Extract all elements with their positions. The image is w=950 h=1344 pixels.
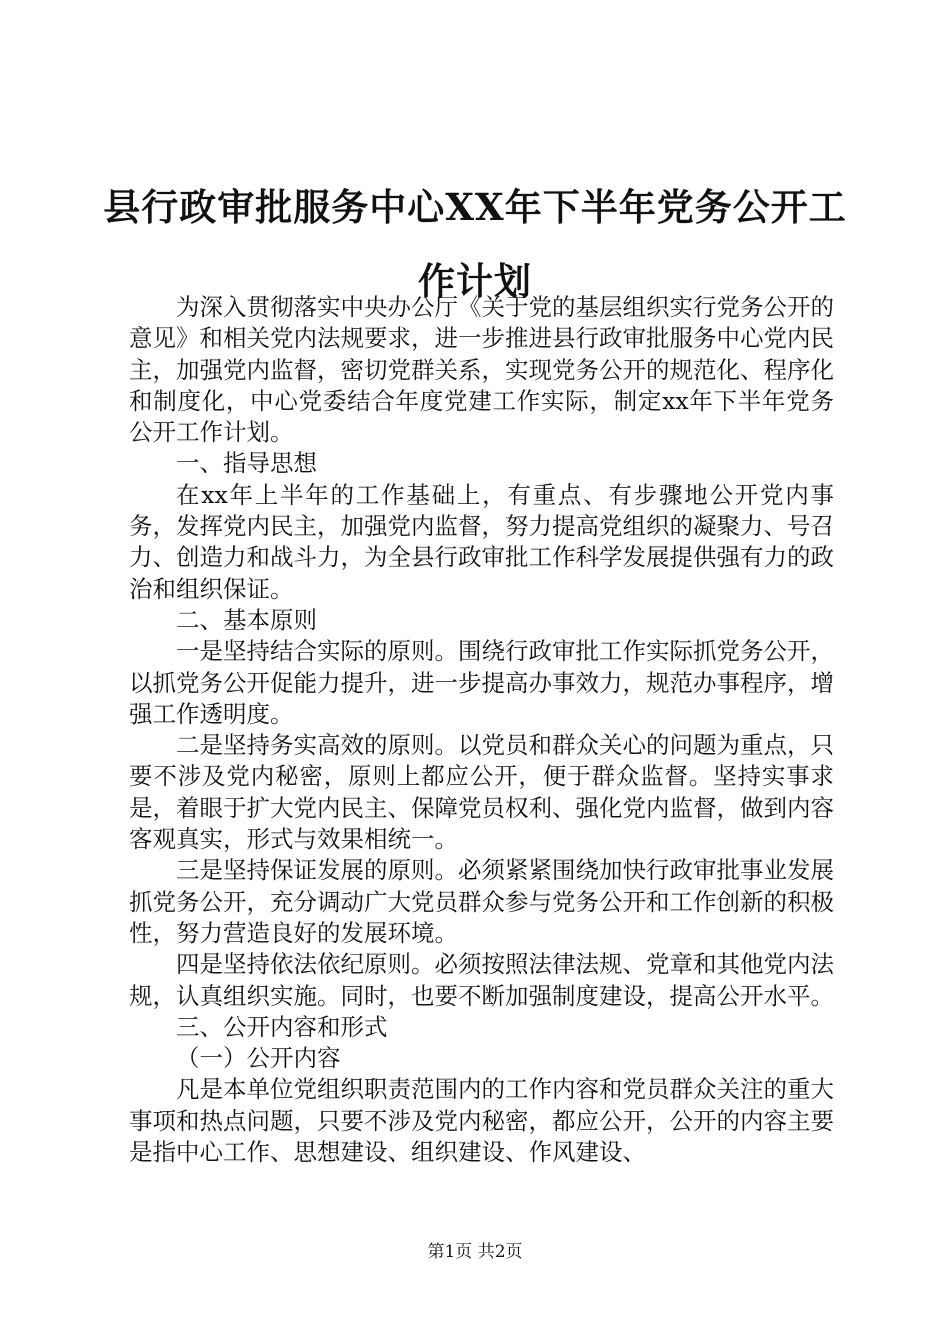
title-line-2: 作计划	[418, 259, 532, 303]
subsection-heading: （一）公开内容	[176, 1044, 341, 1073]
section-heading: 一、指导思想	[176, 449, 317, 478]
page-footer: 第1页 共2页	[427, 1242, 523, 1262]
body-paragraph: 在xx年上半年的工作基础上，有重点、有步骤地公开党内事务，发挥党内民主，加强党内监督，努力提高党组织的凝聚力、号召力、创造力和战斗力，为全县行政审批工作科学发展提供强有力的政治和组织保证。	[129, 480, 834, 603]
body-paragraph: 四是坚持依法依纪原则。必须按照法律法规、党章和其他党内法规，认真组织实施。同时，也要不断加强制度建设，提高公开水平。	[129, 950, 834, 1010]
body-paragraph: 一是坚持结合实际的原则。围绕行政审批工作实际抓党务公开，以抓党务公开促能力提升，进一步提高办事效力，规范办事程序，增强工作透明度。	[129, 637, 834, 728]
body-paragraph: 凡是本单位党组织职责范围内的工作内容和党员群众关注的重大事项和热点问题，只要不涉及党内秘密，都应公开，公开的内容主要是指中心工作、思想建设、组织建设、作风建设、	[129, 1075, 834, 1167]
body-paragraph: 二是坚持务实高效的原则。以党员和群众关心的问题为重点，只要不涉及党内秘密，原则上都应公开，便于群众监督。坚持实事求是，着眼于扩大党内民主、保障党员权利、强化党内监督，做到内容客观真实，形式与效果相统一。	[129, 731, 834, 854]
intro-paragraph: 为深入贯彻落实中央办公厅《关于党的基层组织实行党务公开的意见》和相关党内法规要求，进一步推进县行政审批服务中心党内民主，加强党内监督，密切党群关系，实现党务公开的规范化、程序化和制度化，中心党委结合年度党建工作实际，制定xx年下半年党务公开工作计划。	[129, 293, 834, 447]
section-heading: 二、基本原则	[176, 605, 317, 634]
body-paragraph: 三是坚持保证发展的原则。必须紧紧围绕加快行政审批事业发展抓党务公开，充分调动广大党员群众参与党务公开和工作创新的积极性，努力营造良好的发展环境。	[129, 856, 834, 947]
document-body	[129, 292, 834, 1168]
title-line-1: 县行政审批服务中心XX年下半年党务公开工	[103, 185, 847, 229]
section-heading: 三、公开内容和形式	[176, 1012, 388, 1041]
